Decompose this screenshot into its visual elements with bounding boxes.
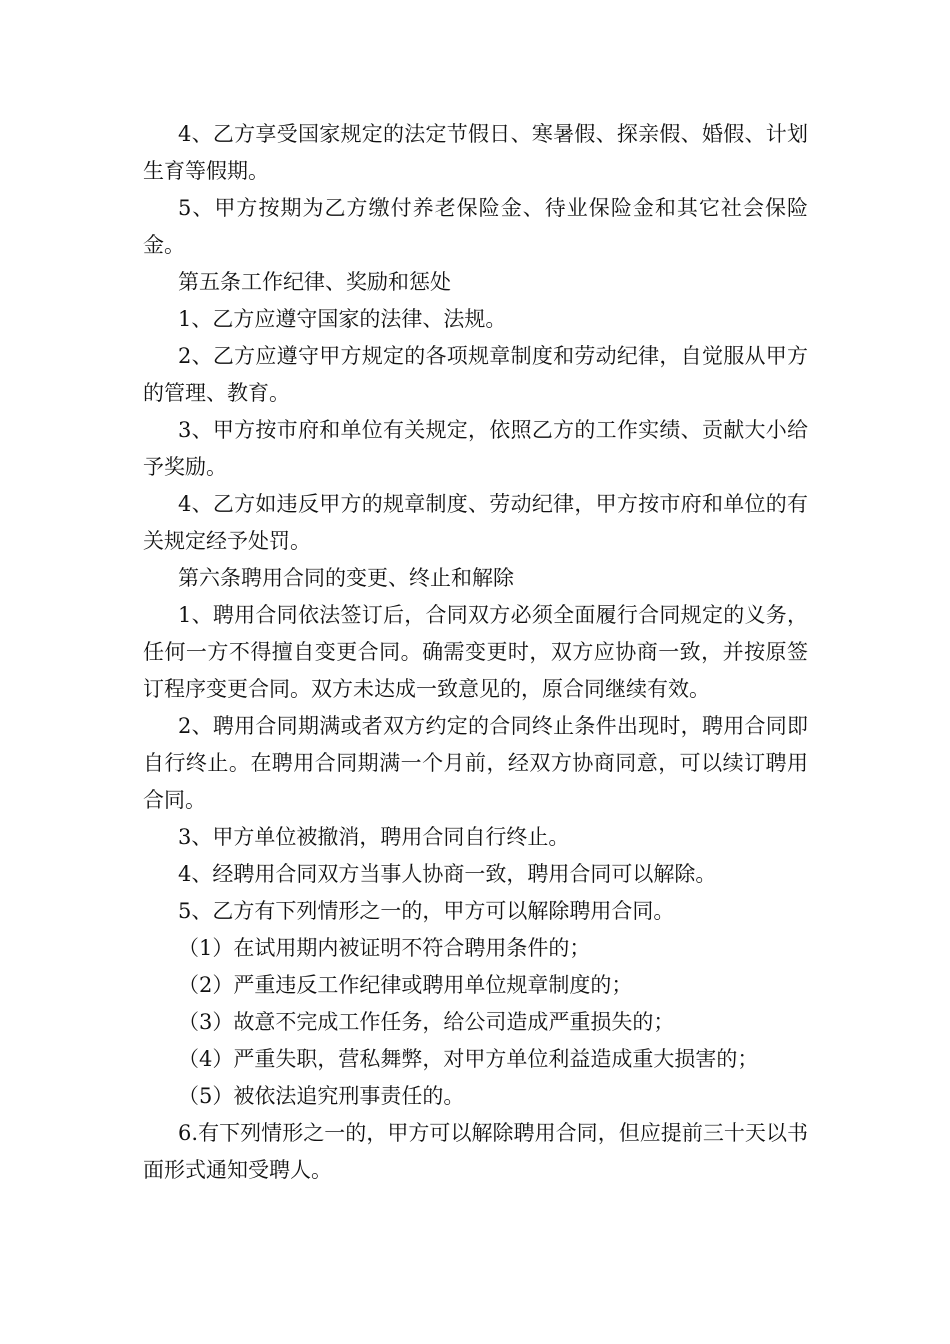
list-item-sub-5: （5）被依法追究刑事责任的。 [178,1084,465,1108]
paragraph-discipline-2: 2、乙方应遵守甲方规定的各项规章制度和劳动纪律，自觉服从甲方的管理、教育。 [143,344,808,405]
paragraph-contract-3: 3、甲方单位被撤消，聘用合同自行终止。 [178,825,570,849]
paragraph-contract-1: 1、聘用合同依法签订后，合同双方必须全面履行合同规定的义务，任何一方不得擅自变更合同。确需变更时，双方应协商一致，并按原签订程序变更合同。双方未达成一致意见的，原合同继续有效。 [143,603,808,701]
list-item-sub-2: （2）严重违反工作纪律或聘用单位规章制度的； [178,973,633,997]
paragraph-discipline-4: 4、乙方如违反甲方的规章制度、劳动纪律，甲方按市府和单位的有关规定经予处罚。 [143,492,808,553]
paragraph-contract-6: 6.有下列情形之一的，甲方可以解除聘用合同，但应提前三十天以书面形式通知受聘人。 [143,1121,808,1182]
paragraph-discipline-1: 1、乙方应遵守国家的法律、法规。 [178,307,507,331]
list-item-sub-1: （1）在试用期内被证明不符合聘用条件的； [178,936,591,960]
paragraph-contract-5: 5、乙方有下列情形之一的，甲方可以解除聘用合同。 [178,899,675,923]
section-heading-article-6: 第六条聘用合同的变更、终止和解除 [178,566,514,590]
paragraph-contract-4: 4、经聘用合同双方当事人协商一致，聘用合同可以解除。 [178,862,717,886]
list-item-sub-3: （3）故意不完成工作任务，给公司造成严重损失的； [178,1010,675,1034]
paragraph-clause-5-insurance: 5、甲方按期为乙方缴付养老保险金、待业保险金和其它社会保险金。 [143,196,808,257]
paragraph-clause-4-holidays: 4、乙方享受国家规定的法定节假日、寒暑假、探亲假、婚假、计划生育等假期。 [143,122,808,183]
list-item-sub-4: （4）严重失职，营私舞弊，对甲方单位利益造成重大损害的； [178,1047,759,1071]
paragraph-discipline-3: 3、甲方按市府和单位有关规定，依照乙方的工作实绩、贡献大小给予奖励。 [143,418,808,479]
paragraph-contract-2: 2、聘用合同期满或者双方约定的合同终止条件出现时，聘用合同即自行终止。在聘用合同期满一个月前，经双方协商同意，可以续订聘用合同。 [143,714,808,812]
document-body [143,116,808,1189]
section-heading-article-5: 第五条工作纪律、奖励和惩处 [178,270,451,294]
